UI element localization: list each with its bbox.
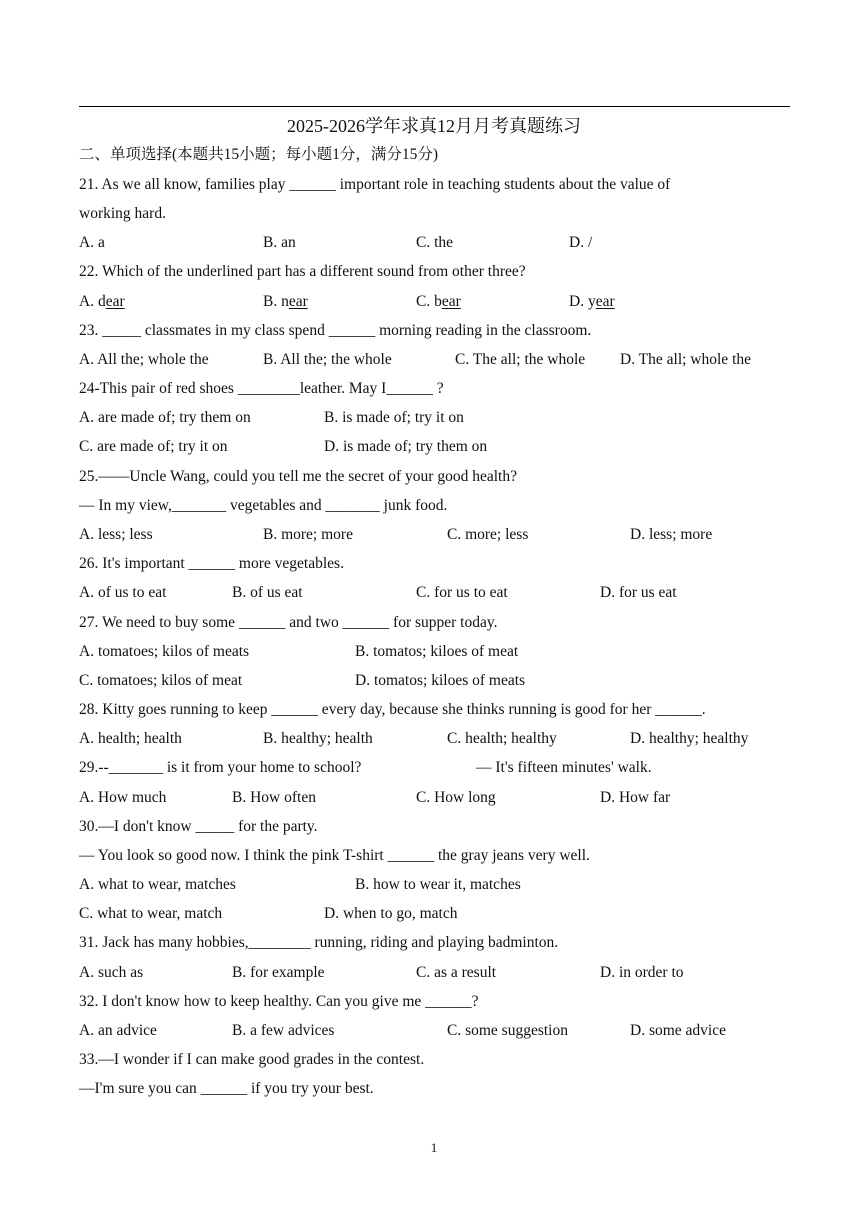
option-c[interactable]: C. the: [416, 234, 454, 251]
question-25-stem: 25.——Uncle Wang, could you tell me the secret of your good health?: [79, 468, 517, 485]
option-a[interactable]: A. of us to eat: [79, 584, 167, 601]
option-b[interactable]: B. of us eat: [232, 584, 303, 601]
option-d[interactable]: D. tomatos; kiloes of meats: [355, 672, 526, 689]
question-21-stem-cont: working hard.: [79, 205, 166, 222]
question-23-stem: 23. _____ classmates in my class spend ______ morning reading in the classroom.: [79, 322, 592, 339]
question-29-prompt: 29.--_______ is it from your home to school?: [79, 759, 362, 776]
question-30-stem: 30.—I don't know _____ for the party.: [79, 818, 318, 835]
question-26-stem: 26. It's important ______ more vegetables.: [79, 555, 344, 572]
header-rule: [79, 106, 790, 107]
option-c[interactable]: C. for us to eat: [416, 584, 508, 601]
option-c[interactable]: C. health; healthy: [447, 730, 557, 747]
option-prefix: D. y: [569, 293, 596, 310]
question-29-reply: — It's fifteen minutes' walk.: [476, 759, 652, 776]
option-b[interactable]: B. healthy; health: [263, 730, 373, 747]
option-d[interactable]: D. less; more: [630, 526, 713, 543]
option-a[interactable]: A. How much: [79, 789, 167, 806]
option-c[interactable]: C. tomatoes; kilos of meat: [79, 672, 243, 689]
option-c[interactable]: [416, 291, 461, 313]
option-a[interactable]: [79, 291, 125, 313]
option-d[interactable]: D. in order to: [600, 964, 684, 981]
option-d[interactable]: [569, 291, 615, 313]
option-d[interactable]: D. for us eat: [600, 584, 677, 601]
option-a[interactable]: A. such as: [79, 964, 144, 981]
option-d[interactable]: D. /: [569, 234, 593, 251]
option-d[interactable]: D. How far: [600, 789, 671, 806]
underlined-part: ear: [441, 293, 461, 310]
option-d[interactable]: D. when to go, match: [324, 905, 458, 922]
option-b[interactable]: B. How often: [232, 789, 316, 806]
option-a[interactable]: A. an advice: [79, 1022, 157, 1039]
question-33-reply: —I'm sure you can ______ if you try your best.: [79, 1080, 374, 1097]
option-c[interactable]: C. are made of; try it on: [79, 438, 228, 455]
option-a[interactable]: A. less; less: [79, 526, 153, 543]
option-d[interactable]: D. healthy; healthy: [630, 730, 749, 747]
option-b[interactable]: B. is made of; try it on: [324, 409, 464, 426]
option-prefix: B. n: [263, 293, 289, 310]
option-b[interactable]: B. a few advices: [232, 1022, 335, 1039]
option-prefix: A. d: [79, 293, 106, 310]
question-22-stem: 22. Which of the underlined part has a different sound from other three?: [79, 263, 526, 280]
underlined-part: ear: [105, 293, 125, 310]
question-24-stem: 24-This pair of red shoes ________leather. May I______ ?: [79, 380, 444, 397]
option-a[interactable]: A. what to wear, matches: [79, 876, 236, 893]
option-b[interactable]: B. an: [263, 234, 296, 251]
question-32-stem: 32. I don't know how to keep healthy. Can you give me ______?: [79, 993, 479, 1010]
option-a[interactable]: A. All the; whole the: [79, 351, 209, 368]
option-b[interactable]: B. for example: [232, 964, 325, 981]
question-27-stem: 27. We need to buy some ______ and two ______ for supper today.: [79, 614, 498, 631]
option-a[interactable]: A. are made of; try them on: [79, 409, 251, 426]
question-28-stem: 28. Kitty goes running to keep ______ every day, because she thinks running is good for her ______.: [79, 701, 706, 718]
question-21-stem: 21. As we all know, families play ______ important role in teaching students about the value of: [79, 176, 671, 193]
option-b[interactable]: B. All the; the whole: [263, 351, 392, 368]
option-b[interactable]: [263, 291, 308, 313]
option-d[interactable]: D. is made of; try them on: [324, 438, 488, 455]
question-33-stem: 33.—I wonder if I can make good grades in the contest.: [79, 1051, 425, 1068]
option-a[interactable]: A. a: [79, 234, 105, 251]
option-c[interactable]: C. more; less: [447, 526, 529, 543]
option-c[interactable]: C. The all; the whole: [455, 351, 586, 368]
question-25-reply: — In my view,_______ vegetables and _______ junk food.: [79, 497, 448, 514]
option-a[interactable]: A. health; health: [79, 730, 182, 747]
question-31-stem: 31. Jack has many hobbies,________ running, riding and playing badminton.: [79, 934, 559, 951]
option-c[interactable]: C. How long: [416, 789, 496, 806]
option-c[interactable]: C. what to wear, match: [79, 905, 223, 922]
underlined-part: ear: [288, 293, 308, 310]
option-d[interactable]: D. The all; whole the: [620, 351, 752, 368]
page-title: 2025-2026学年求真12月月考真题练习: [287, 116, 581, 136]
option-prefix: C. b: [416, 293, 442, 310]
option-d[interactable]: D. some advice: [630, 1022, 726, 1039]
question-30-reply: — You look so good now. I think the pink T-shirt ______ the gray jeans very well.: [79, 847, 590, 864]
option-b[interactable]: B. how to wear it, matches: [355, 876, 521, 893]
option-c[interactable]: C. as a result: [416, 964, 497, 981]
page-number: 1: [430, 1140, 438, 1155]
option-b[interactable]: B. more; more: [263, 526, 353, 543]
underlined-part: ear: [595, 293, 615, 310]
section-heading: 二、单项选择(本题共15小题；每小题1分，满分15分): [79, 146, 439, 163]
option-c[interactable]: C. some suggestion: [447, 1022, 568, 1039]
option-b[interactable]: B. tomatos; kiloes of meat: [355, 643, 519, 660]
option-a[interactable]: A. tomatoes; kilos of meats: [79, 643, 250, 660]
